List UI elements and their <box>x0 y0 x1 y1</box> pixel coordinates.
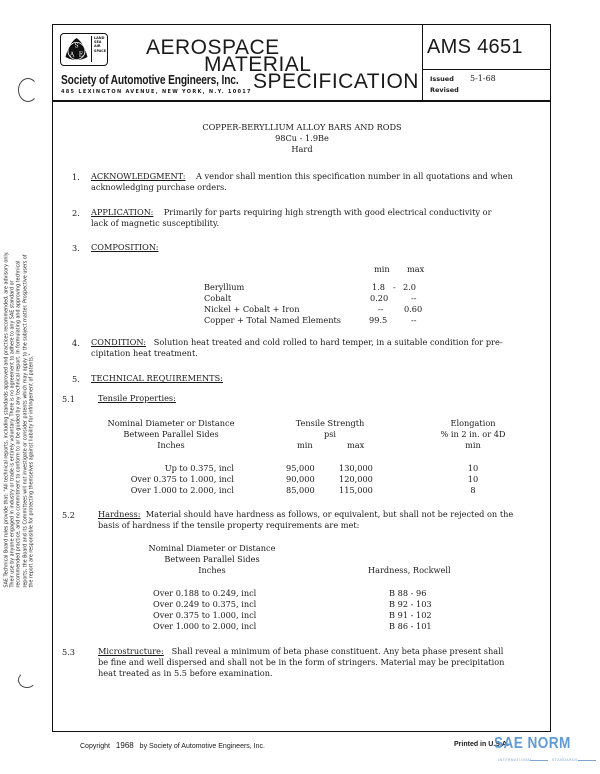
printed-in: Printed in U.S.A. <box>454 741 509 748</box>
elongation-min: 10 <box>467 474 479 484</box>
tagline-word: LAND <box>94 36 105 40</box>
organization-name: Society of Automotive Engineers, Inc. <box>61 73 239 87</box>
tagline-word: AIR <box>94 44 101 49</box>
section-number: 2. <box>72 208 80 218</box>
watermark-rule <box>530 760 548 761</box>
section-text-continued: basis of hardness if the tensile property requirements are met: <box>98 520 360 530</box>
hardness-value: B 91 - 102 <box>389 610 432 620</box>
hardness-value: B 88 - 96 <box>389 588 427 598</box>
svg-text:E: E <box>78 51 84 59</box>
element-min: 0.20 <box>370 293 389 303</box>
tensile-max: 115,000 <box>339 485 373 495</box>
element-max: 0.60 <box>404 304 423 314</box>
issued-label: Issued <box>430 75 454 83</box>
side-notice: SAE Technical Board rules provide that: "All technical reports, including standards approved and practices recommended, are advisory only. Their use by anyone engaged in industry or trade is entirely voluntary. There is no agreement to adhere to any SAE standard or recommended practice, and no commitment to conform to or be guided by any technical report. In formulating and approving technical reports, the Board and its Committees will not investigate or consider patents which may apply to the subject matter. Prospective users of the report are responsible for protecting themselves against liability for infringement of patents." <box>4 251 35 588</box>
size-range: Over 0.188 to 0.249, incl <box>153 588 257 598</box>
tensile-hdr-unit: psi <box>323 429 337 439</box>
hardness-hdr-rockwell: Hardness, Rockwell <box>368 565 451 575</box>
section-text-continued: be fine and well dispersed and shall not be in the form of stringers. Material may be precipitation <box>98 657 505 667</box>
section-heading-composition: COMPOSITION: <box>91 242 159 252</box>
size-range: Up to 0.375, incl <box>164 463 234 473</box>
composition-col-max: max <box>407 264 425 274</box>
section-heading: Hardness: <box>98 509 141 519</box>
document-temper: Hard <box>291 144 313 154</box>
hardness-value: B 86 - 101 <box>389 621 432 631</box>
header-divider <box>52 100 551 102</box>
size-range: Over 1.000 to 2.000, incl <box>130 485 234 495</box>
section-number: 5.2 <box>62 510 76 520</box>
sae-logo-icon <box>64 37 89 62</box>
tagline-word: SEA <box>94 40 102 45</box>
section-text: Primarily for parts requiring high strength with good electrical conductivity or <box>163 207 492 217</box>
section-heading-technical: TECHNICAL REQUIREMENTS: <box>91 373 223 383</box>
tensile-hdr-size: Between Parallel Sides <box>123 429 219 439</box>
hardness-hdr-size: Inches <box>198 565 226 575</box>
section-text: A vendor shall mention this specification number in all quotations and when <box>195 171 513 181</box>
section-text: Solution heat treated and cold rolled to hard temper, in a suitable condition for pre- <box>153 337 503 347</box>
elongation-hdr: Elongation <box>450 418 496 428</box>
tensile-hdr-strength: Tensile Strength <box>295 418 365 428</box>
copyright-notice <box>80 741 265 750</box>
section-text-continued: heat treated as in 5.5 before examination. <box>98 668 273 678</box>
section-heading: ACKNOWLEDGMENT: <box>91 171 186 181</box>
section-number: 5.3 <box>62 647 76 657</box>
header-vertical-divider <box>422 24 423 101</box>
size-range: Over 1.000 to 2.000, incl <box>153 621 257 631</box>
document-title: COPPER-BERYLLIUM ALLOY BARS AND RODS <box>202 122 402 132</box>
spec-number: AMS 4651 <box>427 36 523 58</box>
tensile-min: 95,000 <box>286 463 315 473</box>
section-text: Shall reveal a minimum of beta phase constituent. Any beta phase present shall <box>171 646 504 656</box>
range-separator: - <box>393 282 396 292</box>
bracket-mark-bottom <box>18 672 36 688</box>
elongation-min: 10 <box>467 463 479 473</box>
element-name: Beryllium <box>204 282 245 292</box>
title-line-material: MATERIAL <box>204 53 312 76</box>
element-min: 1.8 <box>372 282 386 292</box>
section-number: 4. <box>72 338 80 348</box>
bracket-mark-top <box>18 78 38 102</box>
section-number: 1. <box>72 172 80 182</box>
element-name: Nickel + Cobalt + Iron <box>204 304 300 314</box>
element-max: -- <box>411 315 417 325</box>
section-number: 3. <box>72 243 80 253</box>
section-heading: CONDITION: <box>91 337 146 347</box>
copyright-label: Copyright <box>80 743 110 750</box>
element-max: -- <box>411 293 417 303</box>
logo-tagline <box>91 36 106 62</box>
tensile-min: 90,000 <box>286 474 315 484</box>
element-min: 99.5 <box>369 315 388 325</box>
section-heading: Microstructure: <box>98 646 164 656</box>
section-number: 5. <box>72 374 80 384</box>
tensile-min: 85,000 <box>286 485 315 495</box>
watermark-sub-right: STANDARDS <box>552 758 578 762</box>
hardness-hdr-size: Between Parallel Sides <box>164 554 260 564</box>
title-line-specification: SPECIFICATION <box>253 70 419 93</box>
tagline-word: SPACE <box>94 48 107 53</box>
composition-col-min: min <box>374 264 390 274</box>
document-composition: 98Cu - 1.9Be <box>275 133 329 143</box>
element-max: 2.0 <box>403 282 417 292</box>
copyright-year: 1968 <box>115 741 134 750</box>
title-line-aerospace: AEROSPACE <box>146 36 280 59</box>
svg-text:A: A <box>69 51 75 59</box>
size-range: Over 0.375 to 1.000, incl <box>153 610 257 620</box>
tensile-max: 120,000 <box>339 474 373 484</box>
element-min: -- <box>378 304 384 314</box>
size-range: Over 0.375 to 1.000, incl <box>130 474 234 484</box>
elongation-hdr: % in 2 in. or 4D <box>440 429 506 439</box>
section-hardness <box>98 509 513 520</box>
tensile-hdr-max: max <box>347 440 365 450</box>
svg-text:S: S <box>74 42 79 50</box>
section-condition <box>91 337 503 348</box>
section-acknowledgment <box>91 171 513 182</box>
organization-address: 485 LEXINGTON AVENUE, NEW YORK, N.Y. 10017 <box>61 89 252 95</box>
watermark-rule <box>578 760 596 761</box>
spec-box-divider <box>422 69 551 70</box>
section-microstructure <box>98 646 503 657</box>
section-text-continued: acknowledging purchase orders. <box>91 182 227 192</box>
section-heading-tensile: Tensile Properties: <box>98 393 176 403</box>
watermark-sub-left: INTERNATIONAL <box>498 758 533 762</box>
size-range: Over 0.249 to 0.375, incl <box>153 599 257 609</box>
section-text-continued: lack of magnetic susceptibility. <box>91 218 220 228</box>
sae-logo <box>60 33 108 66</box>
revised-label: Revised <box>430 86 459 94</box>
section-number: 5.1 <box>62 394 76 404</box>
tensile-hdr-size: Nominal Diameter or Distance <box>107 418 235 428</box>
section-heading: APPLICATION: <box>91 207 154 217</box>
tensile-max: 130,000 <box>339 463 373 473</box>
hardness-value: B 92 - 103 <box>389 599 432 609</box>
section-text: Material should have hardness as follows, or equivalent, but shall not be rejected on the <box>145 509 514 519</box>
copyright-holder: by Society of Automotive Engineers, Inc. <box>139 743 265 750</box>
section-text-continued: cipitation heat treatment. <box>91 348 198 358</box>
elongation-hdr: min <box>465 440 481 450</box>
elongation-min: 8 <box>470 485 476 495</box>
section-application <box>91 207 492 218</box>
issued-date: 5-1-68 <box>470 74 496 83</box>
watermark-logo: SAE NORM <box>494 735 571 752</box>
element-name: Copper + Total Named Elements <box>204 315 341 325</box>
tensile-hdr-min: min <box>297 440 313 450</box>
element-name: Cobalt <box>204 293 232 303</box>
hardness-hdr-size: Nominal Diameter or Distance <box>148 543 276 553</box>
tensile-hdr-size: Inches <box>157 440 185 450</box>
